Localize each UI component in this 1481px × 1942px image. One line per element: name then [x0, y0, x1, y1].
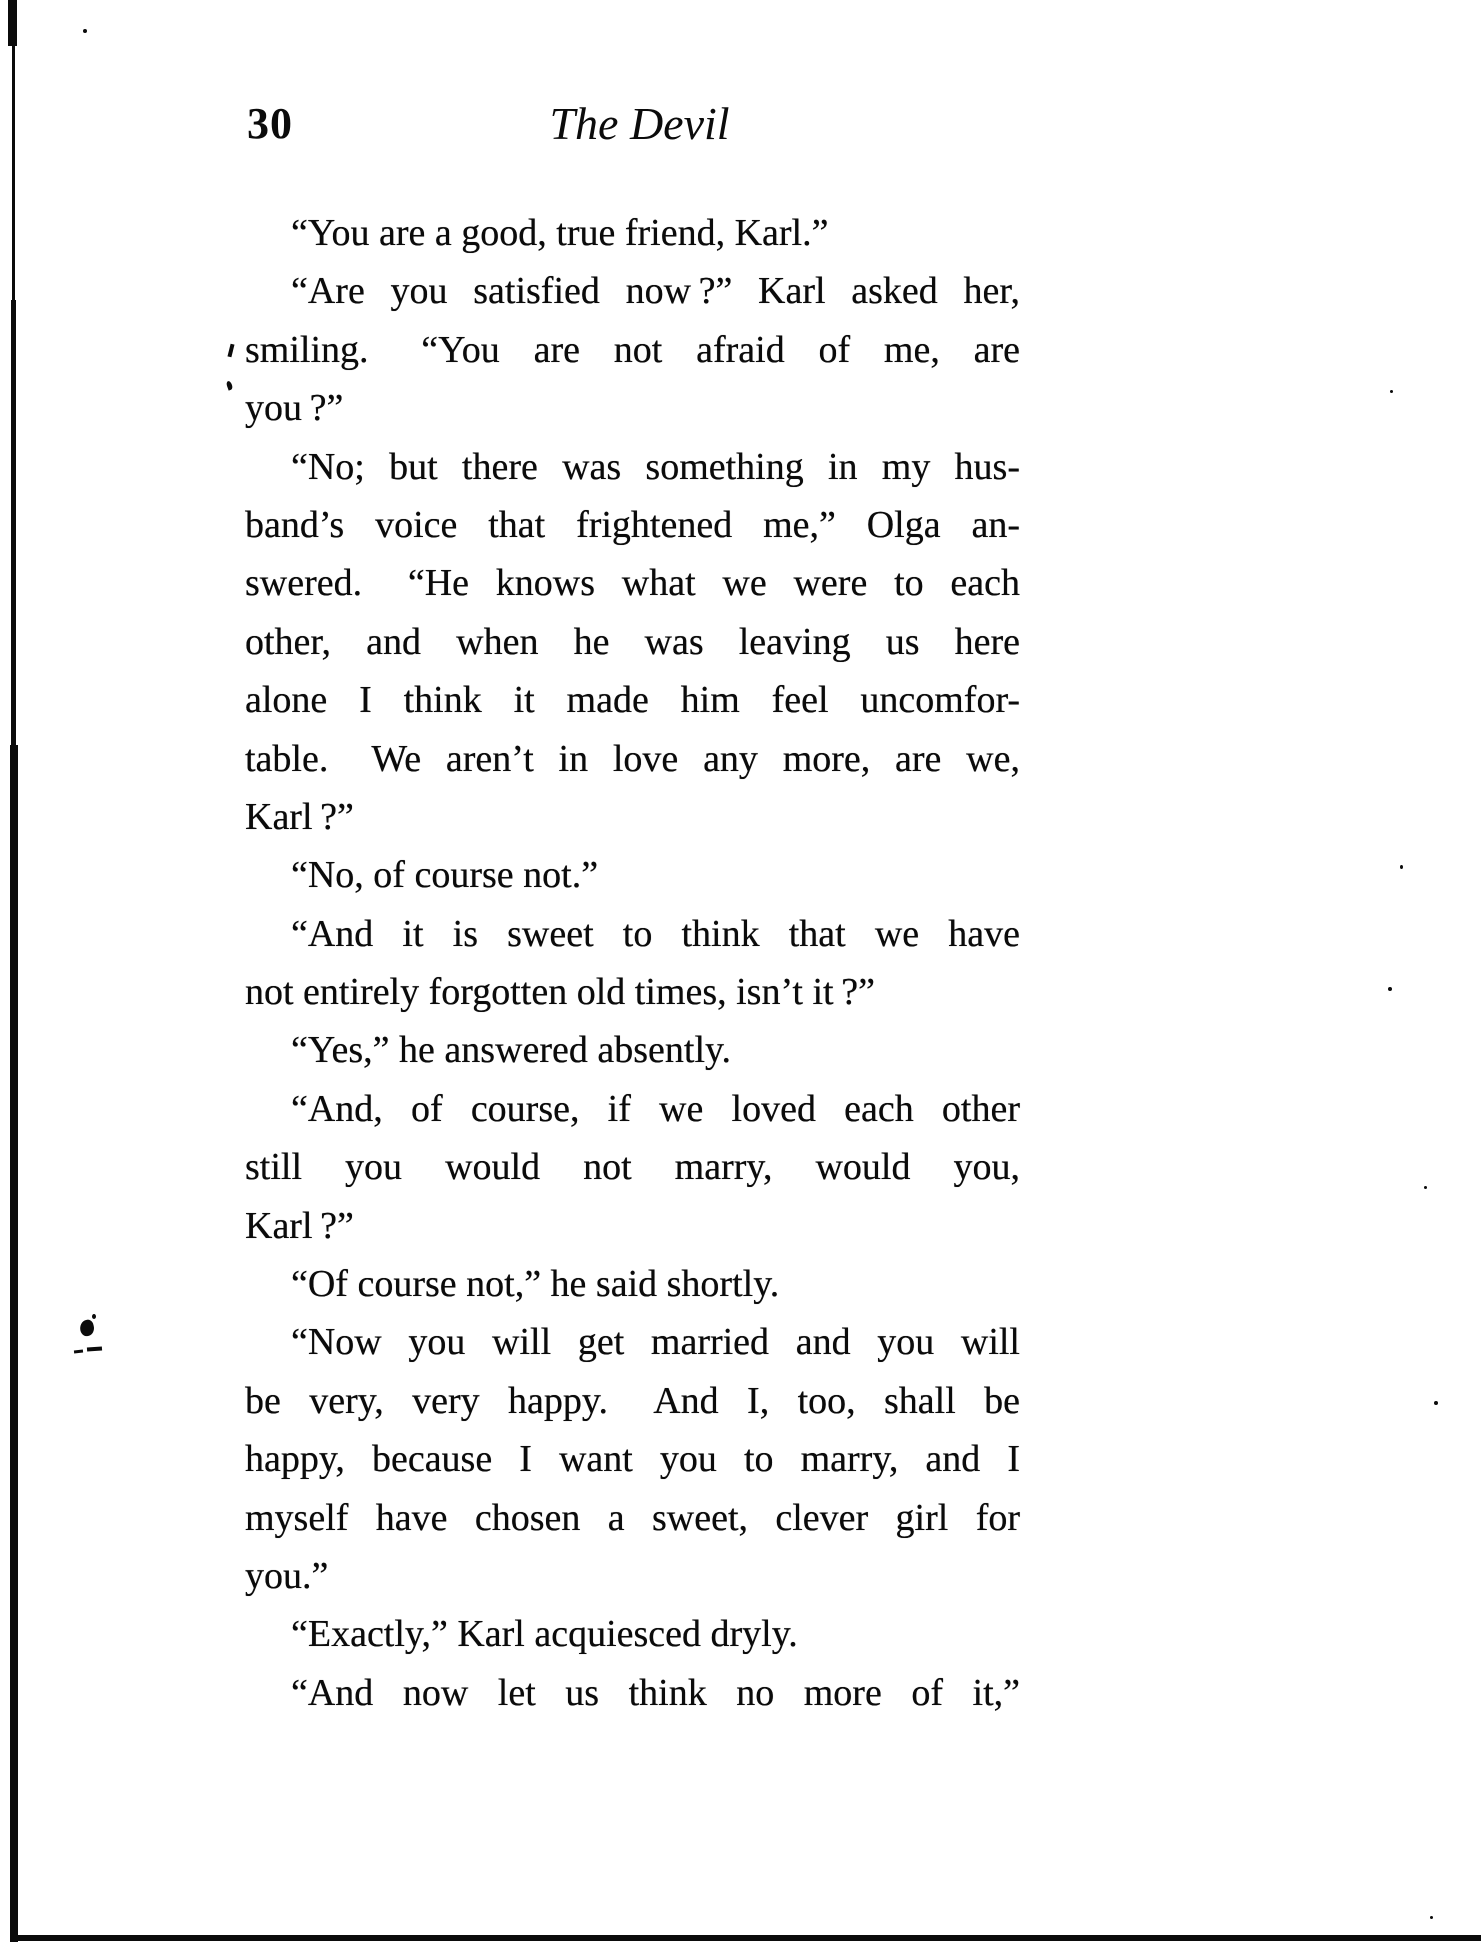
text-line: still you would not marry, would you, — [245, 1146, 1020, 1189]
text-line: other, and when he was leaving us here — [245, 620, 1020, 663]
text-line: Karl ?” — [245, 1204, 354, 1247]
text-line: “Yes,” he answered absently. — [291, 1029, 732, 1072]
ink-blot — [92, 1314, 96, 1319]
scan-speck — [1430, 1916, 1433, 1919]
scan-speck — [1388, 987, 1392, 991]
text-line: table. We aren’t in love any more, are we, — [245, 737, 1020, 780]
text-line: “Exactly,” Karl acquiesced dryly. — [291, 1613, 798, 1656]
text-line: be very, very happy. And I, too, shall be — [245, 1379, 1020, 1422]
text-line: happy, because I want you to marry, and I — [245, 1438, 1020, 1481]
text-line: “You are a good, true friend, Karl.” — [291, 212, 829, 254]
ink-blot — [78, 1319, 95, 1338]
text-line: “Are you satisfied now ?” Karl asked her, — [291, 270, 1020, 313]
text-line: alone I think it made him feel uncomfor- — [245, 679, 1020, 722]
text-line: “No; but there was something in my hus- — [291, 445, 1020, 488]
text-line: you.” — [245, 1554, 329, 1597]
scan-speck — [226, 380, 234, 390]
page-header — [245, 97, 1020, 151]
body-text — [245, 204, 1020, 1722]
text-line: smiling. “You are not afraid of me, are — [245, 328, 1020, 371]
text-line: “And, of course, if we loved each other — [291, 1087, 1020, 1130]
text-line: myself have chosen a sweet, clever girl for — [245, 1496, 1020, 1539]
scan-gutter-line — [8, 0, 17, 46]
running-title: The Devil — [549, 98, 730, 149]
scan-gutter-line — [11, 300, 16, 765]
text-line: “And it is sweet to think that we have — [291, 912, 1020, 955]
text-line: “Of course not,” he said shortly. — [291, 1263, 780, 1306]
text-line: not entirely forgotten old times, isn’t it ?” — [245, 971, 875, 1014]
text-line: “And now let us think no more of it,” — [291, 1671, 1020, 1714]
text-line: band’s voice that frightened me,” Olga an- — [245, 503, 1020, 546]
ink-blot — [74, 1350, 83, 1354]
text-line: “Now you will get married and you will — [291, 1321, 1020, 1364]
scan-speck — [1400, 865, 1403, 869]
scan-speck — [1390, 390, 1393, 393]
scan-speck — [227, 344, 234, 358]
scan-gutter-line — [10, 745, 18, 1942]
text-line: “No, of course not.” — [291, 854, 599, 897]
scan-bottom-edge-line — [14, 1935, 1481, 1941]
scan-speck — [83, 29, 87, 33]
scan-speck — [1434, 1401, 1438, 1405]
ink-blot — [87, 1346, 102, 1351]
page-number: 30 — [247, 99, 293, 148]
text-line: you ?” — [245, 387, 344, 430]
text-line: Karl ?” — [245, 795, 354, 838]
scan-speck — [1424, 1186, 1427, 1189]
text-line: swered. “He knows what we were to each — [245, 562, 1020, 605]
